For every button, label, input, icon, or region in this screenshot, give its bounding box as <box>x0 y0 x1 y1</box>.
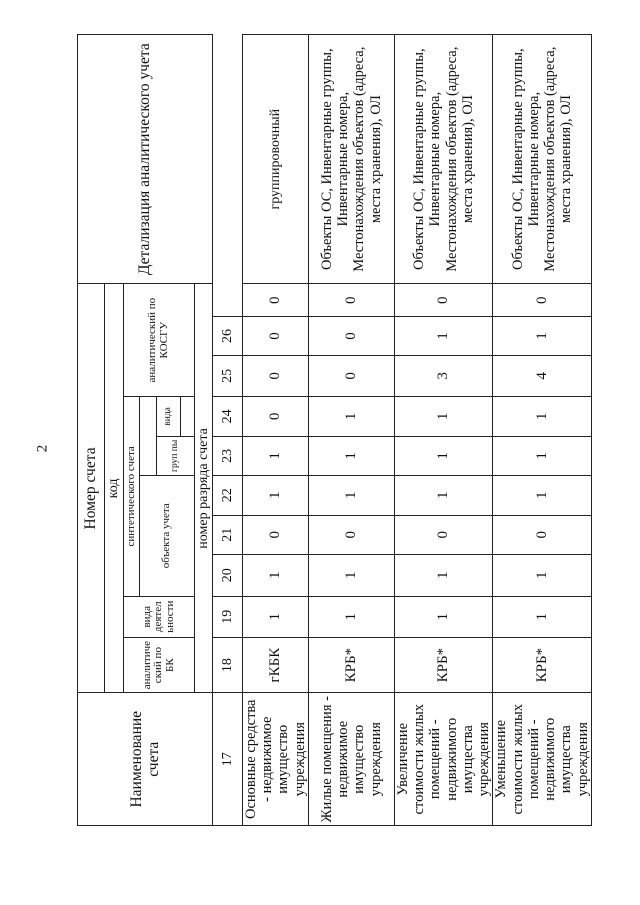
row-digit: гКБК <box>243 637 309 693</box>
row-digit: 1 <box>394 596 492 637</box>
row-digit: 0 <box>308 355 394 396</box>
row-digit: 1 <box>493 317 591 356</box>
row-digit: 1 <box>243 475 309 515</box>
row-digit: 0 <box>493 515 591 554</box>
header-digit-number: номер разряда счета <box>195 284 213 693</box>
header-kind-gap <box>181 396 195 436</box>
header-activity-type: вида деятел ьности <box>124 596 195 637</box>
digit-col-24: 24 <box>213 396 243 436</box>
header-synthetic: синтетического счета <box>124 396 140 596</box>
header-code: код <box>105 284 124 693</box>
header-analytic-bk: аналитиче ский по БК <box>124 637 195 693</box>
table-row <box>493 35 591 826</box>
row-digit: 0 <box>394 284 492 317</box>
row-digit: 1 <box>394 554 492 596</box>
row-digit: КРБ* <box>308 637 394 693</box>
table-row <box>394 35 492 826</box>
row-detail: Объекты ОС, Инвентарные группы, Инвентарные номера, Местонахождения объектов (адреса, места хранения), ОЛ <box>493 35 591 284</box>
row-digit: 0 <box>394 515 492 554</box>
header-row-1 <box>78 35 105 826</box>
table-canvas <box>77 34 591 826</box>
table-row <box>308 35 394 826</box>
row-digit: 0 <box>308 317 394 356</box>
row-account-name: Уменьшение стоимости жилых помещений - недвижимого имущества учреждения <box>493 693 591 826</box>
row-digit: 1 <box>308 436 394 475</box>
row-digit: 1 <box>394 436 492 475</box>
row-digit: 1 <box>308 475 394 515</box>
row-digit: 1 <box>493 596 591 637</box>
row-digit: 0 <box>493 284 591 317</box>
digit-col-17: 17 <box>213 693 243 826</box>
row-digit: 1 <box>493 554 591 596</box>
row-digit: 4 <box>493 355 591 396</box>
page-number: 2 <box>34 444 51 453</box>
digit-col-25: 25 <box>213 355 243 396</box>
row-digit: 1 <box>394 317 492 356</box>
row-detail: Объекты ОС, Инвентарные группы, Инвентарные номера, Местонахождения объектов (адреса, места хранения), ОЛ <box>308 35 394 284</box>
digit-col-26: 26 <box>213 317 243 356</box>
row-digit: 1 <box>308 554 394 596</box>
digit-col-23: 23 <box>213 436 243 475</box>
row-digit: 0 <box>243 355 309 396</box>
digit-col-18: 18 <box>213 637 243 693</box>
digit-col-21: 21 <box>213 515 243 554</box>
row-detail: Объекты ОС, Инвентарные группы, Инвентарные номера, Местонахождения объектов (адреса, места хранения), ОЛ <box>394 35 492 284</box>
row-digit: 0 <box>243 317 309 356</box>
row-digit: 0 <box>243 284 309 317</box>
row-digit: 1 <box>493 475 591 515</box>
row-digit: 0 <box>308 515 394 554</box>
header-kind: вида <box>157 396 181 436</box>
table-row <box>243 35 309 826</box>
row-digit: 1 <box>493 396 591 436</box>
header-account-name: Наименование счета <box>78 693 213 826</box>
row-digit: КРБ* <box>394 637 492 693</box>
row-digit: 1 <box>493 436 591 475</box>
row-digit: 1 <box>394 396 492 436</box>
header-account-number: Номер счета <box>78 284 105 693</box>
digit-col-20: 20 <box>213 554 243 596</box>
row-account-name: Основные средства - недвижимое имущество учреждения <box>243 693 309 826</box>
row-digit: 1 <box>394 475 492 515</box>
header-analytic-kosgu: аналитический по КОСГУ <box>124 284 195 397</box>
header-group: груп пы <box>157 436 195 475</box>
row-digit: КРБ* <box>493 637 591 693</box>
row-digit: 0 <box>243 396 309 436</box>
row-account-name: Увеличение стоимости жилых помещений - недвижимого имущества учреждения <box>394 693 492 826</box>
row-digit: 3 <box>394 355 492 396</box>
row-digit: 1 <box>243 596 309 637</box>
row-detail: группировочный <box>243 35 309 284</box>
digit-number-row <box>213 35 243 826</box>
row-digit: 1 <box>308 396 394 436</box>
row-account-name: Жилые помещения - недвижимое имущество учреждения <box>308 693 394 826</box>
row-digit: 1 <box>308 596 394 637</box>
header-account-object: объекта учета <box>140 475 195 596</box>
header-detail: Детализация аналитического учета <box>78 35 213 284</box>
header-spacer <box>140 396 157 475</box>
row-digit: 0 <box>308 284 394 317</box>
rotated-table-area <box>77 34 591 826</box>
accounts-table <box>77 34 592 826</box>
digit-col-19: 19 <box>213 596 243 637</box>
row-digit: 0 <box>243 515 309 554</box>
row-digit: 1 <box>243 554 309 596</box>
digit-col-22: 22 <box>213 475 243 515</box>
row-digit: 1 <box>243 436 309 475</box>
